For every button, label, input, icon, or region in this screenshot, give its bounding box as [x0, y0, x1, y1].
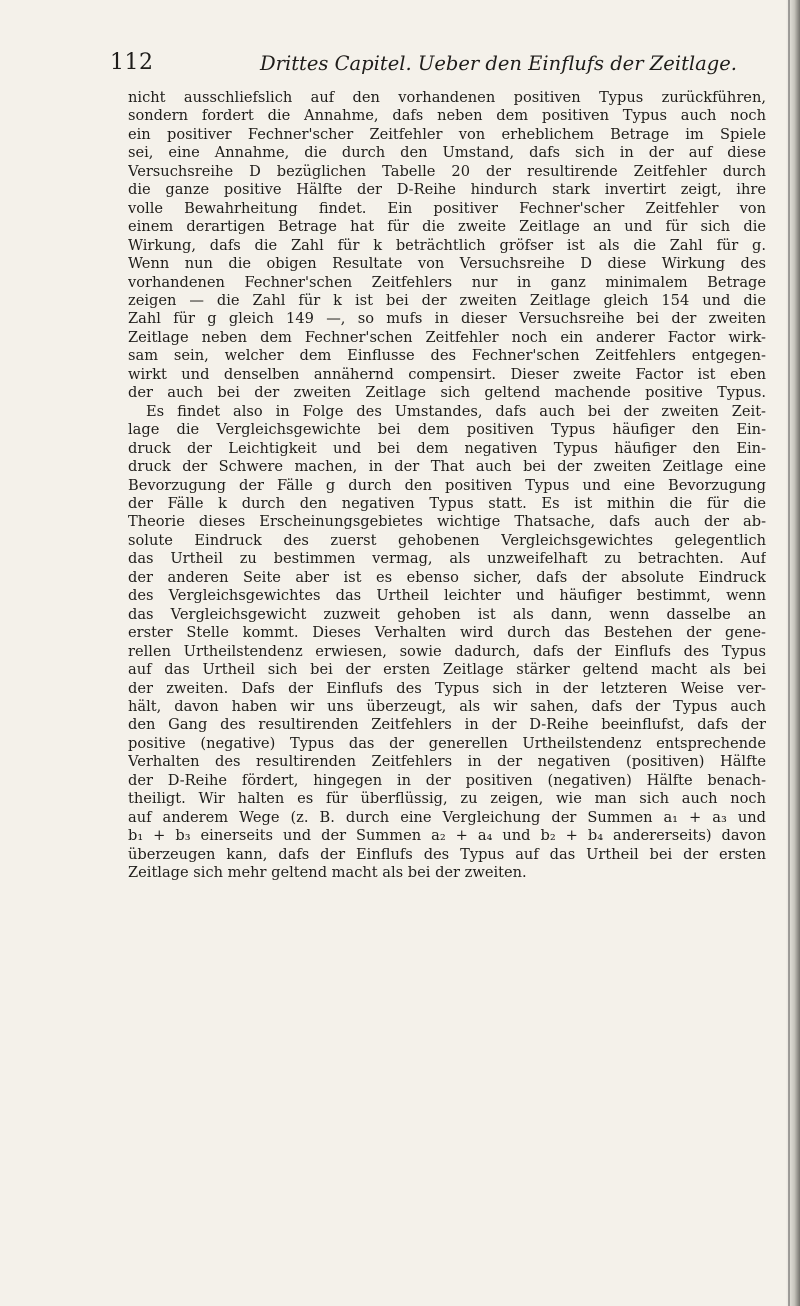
text-line: hält, davon haben wir uns überzeugt, als wir sahen, dafs der Typus auch [128, 697, 766, 715]
text-line: volle Bewahrheitung findet. Ein positiver Fechner'scher Zeitfehler von [128, 199, 766, 217]
text-line: ein positiver Fechner'scher Zeitfehler von erheblichem Betrage im Spiele [128, 125, 766, 143]
text-line: Zeitlage neben dem Fechner'schen Zeitfehler noch ein anderer Factor wirk- [128, 328, 766, 346]
running-head: Drittes Capitel. Ueber den Einflufs der Zeitlage. [260, 52, 737, 75]
text-line: positive (negative) Typus das der generellen Urtheilstendenz entsprechende [128, 734, 766, 752]
text-line: vorhandenen Fechner'schen Zeitfehlers nur in ganz minimalem Betrage [128, 273, 766, 291]
text-line: druck der Leichtigkeit und bei dem negativen Typus häufiger den Ein- [128, 439, 766, 457]
text-line: Zahl für g gleich 149 —, so mufs in dieser Versuchsreihe bei der zweiten [128, 310, 766, 328]
text-line: theiligt. Wir halten es für überflüssig, zu zeigen, wie man sich auch noch [128, 790, 766, 808]
body-text [128, 89, 766, 882]
text-line: rellen Urtheilstendenz erwiesen, sowie dadurch, dafs der Einflufs des Typus [128, 642, 766, 660]
text-line: Wenn nun die obigen Resultate von Versuchsreihe D diese Wirkung des [128, 255, 766, 273]
text-line: Theorie dieses Erscheinungsgebietes wichtige Thatsache, dafs auch der ab- [128, 513, 766, 531]
text-line: die ganze positive Hälfte der D-Reihe hindurch stark invertirt zeigt, ihre [128, 181, 766, 199]
text-line: das Vergleichsgewicht zuzweit gehoben ist als dann, wenn dasselbe an [128, 605, 766, 623]
text-line: Wirkung, dafs die Zahl für k beträchtlich gröfser ist als die Zahl für g. [128, 236, 766, 254]
text-line: druck der Schwere machen, in der That auch bei der zweiten Zeitlage eine [128, 458, 766, 476]
text-line: des Vergleichsgewichtes das Urtheil leichter und häufiger bestimmt, wenn [128, 587, 766, 605]
text-line: der zweiten. Dafs der Einflufs des Typus sich in der letzteren Weise ver- [128, 679, 766, 697]
text-line: Verhalten des resultirenden Zeitfehlers in der negativen (positiven) Hälfte [128, 753, 766, 771]
text-line: b₁ + b₃ einerseits und der Summen a₂ + a₄ und b₂ + b₄ andererseits) davon [128, 827, 766, 845]
text-line: sondern fordert die Annahme, dafs neben dem positiven Typus auch noch [128, 107, 766, 125]
text-line: erster Stelle kommt. Dieses Verhalten wird durch das Bestehen der gene- [128, 624, 766, 642]
text-line: sei, eine Annahme, die durch den Umstand, dafs sich in der auf diese [128, 144, 766, 162]
text-line: auf anderem Wege (z. B. durch eine Vergleichung der Summen a₁ + a₃ und [128, 808, 766, 826]
text-line: der Fälle k durch den negativen Typus statt. Es ist mithin die für die [128, 494, 766, 512]
text-line: solute Eindruck des zuerst gehobenen Vergleichsgewichtes gelegentlich [128, 531, 766, 549]
text-line: Versuchsreihe D bezüglichen Tabelle 20 der resultirende Zeitfehler durch [128, 162, 766, 180]
text-line: den Gang des resultirenden Zeitfehlers in der D-Reihe beeinflufst, dafs der [128, 716, 766, 734]
text-line: wirkt und denselben annähernd compensirt. Dieser zweite Factor ist eben [128, 365, 766, 383]
text-line: zeigen — die Zahl für k ist bei der zweiten Zeitlage gleich 154 und die [128, 291, 766, 309]
text-line: Zeitlage sich mehr geltend macht als bei der zweiten. [128, 864, 527, 882]
page-number: 112 [110, 50, 154, 75]
text-line: Bevorzugung der Fälle g durch den positiven Typus und eine Bevorzugung [128, 476, 766, 494]
text-line: Es findet also in Folge des Umstandes, dafs auch bei der zweiten Zeit- [146, 402, 766, 420]
text-line: der D-Reihe fördert, hingegen in der positiven (negativen) Hälfte benach- [128, 771, 766, 789]
page-edge-line [788, 0, 790, 1306]
text-line: der auch bei der zweiten Zeitlage sich geltend machende positive Typus. [128, 384, 766, 402]
text-line: überzeugen kann, dafs der Einflufs des Typus auf das Urtheil bei der ersten [128, 845, 766, 863]
text-line: sam sein, welcher dem Einflusse des Fechner'schen Zeitfehlers entgegen- [128, 347, 766, 365]
page-header [110, 50, 766, 80]
text-line: auf das Urtheil sich bei der ersten Zeitlage stärker geltend macht als bei [128, 661, 766, 679]
text-line: nicht ausschliefslich auf den vorhandenen positiven Typus zurückführen, [128, 89, 766, 106]
text-line: einem derartigen Betrage hat für die zweite Zeitlage an und für sich die [128, 218, 766, 236]
text-line: das Urtheil zu bestimmen vermag, als unzweifelhaft zu betrachten. Auf [128, 550, 766, 568]
text-line: lage die Vergleichsgewichte bei dem positiven Typus häufiger den Ein- [128, 421, 766, 439]
text-line: der anderen Seite aber ist es ebenso sicher, dafs der absolute Eindruck [128, 568, 766, 586]
